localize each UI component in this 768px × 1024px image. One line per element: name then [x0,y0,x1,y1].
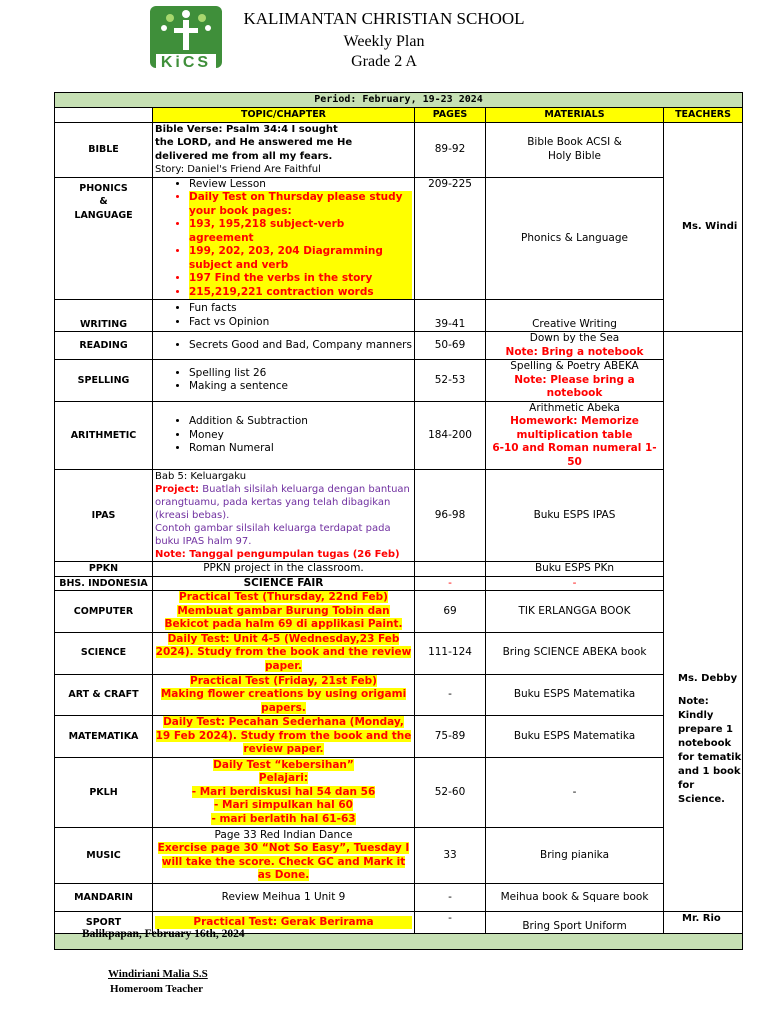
subject-bible: BIBLE [55,122,153,177]
pages-ppkn [415,562,486,577]
teacher-debby-note: Note: Kindly prepare 1 notebook for tematik and 1 book for Science. [678,696,742,806]
table-row [55,828,743,884]
materials-reading: Down by the Sea Note: Bring a notebook [486,332,664,360]
subject-pklh: PKLH [55,758,153,828]
subject-spelling: SPELLING [55,360,153,402]
materials-computer: TIK ERLANGGA BOOK [486,591,664,633]
teacher-column [664,332,743,912]
materials-ppkn: Buku ESPS PKn [486,562,664,577]
subject-sport: SPORT [55,912,153,934]
col-topic: TOPIC/CHAPTER [153,108,415,123]
topic-spelling [153,360,415,402]
topic-arithmetic [153,401,415,470]
materials-writing: Creative Writing [486,300,664,332]
topic-sport: Practical Test: Gerak Berirama [153,912,415,934]
subject-col-header [55,108,153,123]
topic-science: Daily Test: Unit 4-5 (Wednesday,23 Feb 2024). Study from the book and the review paper. [153,632,415,674]
subject-reading: READING [55,332,153,360]
topic-bible: Bible Verse: Psalm 34:4 I sought the LORD, and He answered me He delivered me from all my fears. Story: Daniel's Friend Are Faithful [153,122,415,177]
list-item: • Money [189,429,412,443]
table-row [55,674,743,716]
page-header [0,0,768,92]
materials-arithmetic: Arithmetic Abeka Homework: Memorize multiplication table 6-10 and Roman numeral 1-50 [486,401,664,470]
table-row [55,470,743,562]
materials-pklh: - [486,758,664,828]
pages-bible: 89-92 [415,122,486,177]
subject-mandarin: MANDARIN [55,884,153,912]
list-item: • Secrets Good and Bad, Company manners [189,339,412,353]
logo-text: KiCS [156,54,216,72]
period-text: Period: February, 19-23 2024 [55,93,743,108]
column-header-row [55,108,743,123]
materials-art-craft: Buku ESPS Matematika [486,674,664,716]
materials-bible: Bible Book ACSI & Holy Bible [486,122,664,177]
table-row [55,884,743,912]
teacher-windi: Ms. Windi [664,122,743,332]
table-row [55,360,743,402]
pages-sport: - [415,912,486,934]
topic-bhs-indonesia: SCIENCE FAIR [153,576,415,591]
list-item: • 193, 195,218 subject-verb agreement [189,218,412,245]
pages-arithmetic: 184-200 [415,401,486,470]
topic-art-craft: Practical Test (Friday, 21st Feb) Making flower creations by using origami papers. [153,674,415,716]
topic-music: Page 33 Red Indian Dance Exercise page 30 “Not So Easy”, Tuesday I will take the score. Check GC and Mark it as Done. [153,828,415,884]
col-materials: MATERIALS [486,108,664,123]
footer-date: Balikpapan, February 16th, 2024 [82,928,245,940]
topic-writing [153,300,415,332]
pages-computer: 69 [415,591,486,633]
materials-sport: Bring Sport Uniform [486,912,664,934]
pages-pklh: 52-60 [415,758,486,828]
subject-bhs-indonesia: BHS. INDONESIA [55,576,153,591]
topic-ipas: Bab 5: Keluargaku Project: Buatlah silsilah keluarga dengan bantuan orangtuamu, pada kertas yang telah dibagikan (kreasi bebas). Contoh gambar silsilah keluarga terdapat pada buku IPAS halm 97. Note: Tanggal pengumpulan tugas (26 Feb) [153,470,415,562]
weekly-plan-table [54,92,743,950]
pages-mandarin: - [415,884,486,912]
list-item: • Fun facts [189,302,412,316]
materials-spelling: Spelling & Poetry ABEKA Note: Please bring a notebook [486,360,664,402]
subject-ipas: IPAS [55,470,153,562]
list-item: • Spelling list 26 [189,367,412,381]
plan-title: Weekly Plan [343,33,425,50]
list-item: • Addition & Subtraction [189,415,412,429]
materials-science: Bring SCIENCE ABEKA book [486,632,664,674]
table-row [55,122,743,177]
signer-title: Homeroom Teacher [110,983,203,995]
pages-art-craft: - [415,674,486,716]
school-name: KALIMANTAN CHRISTIAN SCHOOL [243,9,525,28]
list-item: • Review Lesson [189,178,412,192]
table-row [55,401,743,470]
grade-title: Grade 2 A [351,53,417,70]
topic-ppkn: PPKN project in the classroom. [153,562,415,577]
topic-mandarin: Review Meihua 1 Unit 9 [153,884,415,912]
subject-phonics: PHONICS & LANGUAGE [55,177,153,300]
pages-matematika: 75-89 [415,716,486,758]
table-row [55,300,743,332]
list-item: • Roman Numeral [189,442,412,456]
list-item: • 199, 202, 203, 204 Diagramming subject and verb [189,245,412,272]
period-row [55,93,743,108]
topic-phonics [153,177,415,300]
subject-science: SCIENCE [55,632,153,674]
teacher-rio: Mr. Rio [664,912,743,934]
col-teachers: TEACHERS [664,108,743,123]
subject-music: MUSIC [55,828,153,884]
materials-bhs-indonesia: - [486,576,664,591]
subject-arithmetic: ARITHMETIC [55,401,153,470]
topic-matematika: Daily Test: Pecahan Sederhana (Monday, 19 Feb 2024). Study from the book and the review paper. [153,716,415,758]
topic-reading [153,332,415,360]
materials-mandarin: Meihua book & Square book [486,884,664,912]
col-pages: PAGES [415,108,486,123]
pages-reading: 50-69 [415,332,486,360]
pages-phonics: 209-225 [415,177,486,300]
pages-writing: 39-41 [415,300,486,332]
table-row [55,332,743,360]
list-item: • Making a sentence [189,380,412,394]
list-item: • 215,219,221 contraction words [189,286,412,300]
subject-computer: COMPUTER [55,591,153,633]
pages-bhs-indonesia: - [415,576,486,591]
teacher-debby: Ms. Debby [678,672,738,684]
topic-pklh: Daily Test “kebersihan” Pelajari: - Mari berdiskusi hal 54 dan 56 - Mari simpulkan hal 60 - mari berlatih hal 61-63 [153,758,415,828]
table-row [55,576,743,591]
pages-spelling: 52-53 [415,360,486,402]
pages-science: 111-124 [415,632,486,674]
subject-art-craft: ART & CRAFT [55,674,153,716]
table-row [55,758,743,828]
table-row [55,591,743,633]
materials-ipas: Buku ESPS IPAS [486,470,664,562]
table-row [55,177,743,300]
subject-ppkn: PPKN [55,562,153,577]
materials-phonics: Phonics & Language [486,177,664,300]
signer-name: Windiriani Malia S.S [108,968,208,980]
table-row [55,716,743,758]
table-row [55,632,743,674]
list-item: • Daily Test on Thursday please study your book pages: [189,191,412,218]
pages-music: 33 [415,828,486,884]
list-item: • 197 Find the verbs in the story [189,272,412,286]
subject-matematika: MATEMATIKA [55,716,153,758]
topic-computer: Practical Test (Thursday, 22nd Feb) Membuat gambar Burung Tobin dan Bekicot pada halm 69 di applikasi Paint. [153,591,415,633]
pages-ipas: 96-98 [415,470,486,562]
table-row [55,562,743,577]
list-item: • Fact vs Opinion [189,316,412,330]
subject-writing: WRITING [55,300,153,332]
materials-matematika: Buku ESPS Matematika [486,716,664,758]
materials-music: Bring pianika [486,828,664,884]
